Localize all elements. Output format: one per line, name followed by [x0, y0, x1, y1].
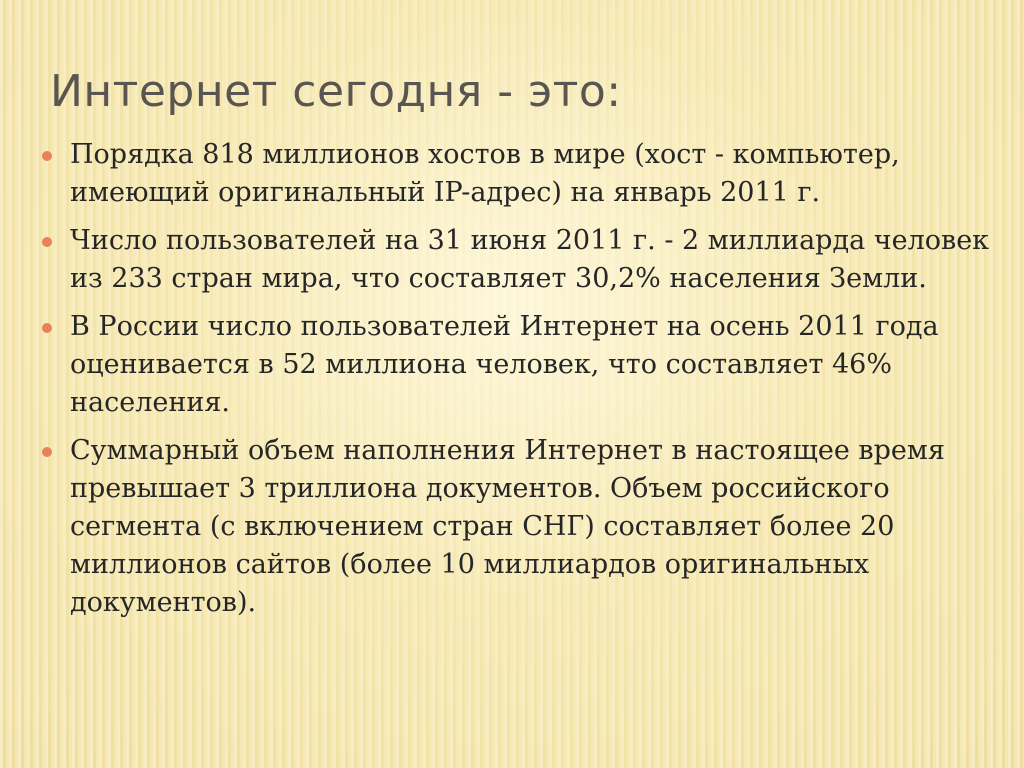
bullet-text: В России число пользователей Интернет на осень 2011 года оценивается в 52 миллиона человек, что составляет 46% населения.	[70, 311, 939, 418]
bullet-item	[40, 222, 990, 298]
bullet-text: Число пользователей на 31 июня 2011 г. - 2 миллиарда человек из 233 стран мира, что составляет 30,2% населения Земли.	[70, 225, 990, 294]
bullet-text: Порядка 818 миллионов хостов в мире (хост - компьютер, имеющий оригинальный IP-адрес) на январь 2011 г.	[70, 139, 900, 208]
bullet-item	[40, 136, 990, 212]
bullet-text: Суммарный объем наполнения Интернет в настоящее время превышает 3 триллиона документов. Объем российского сегмента (с включением стран СНГ) составляет более 20 миллионов сайтов (более 10 миллиардов оригинальных документов).	[70, 435, 945, 618]
bullet-list	[40, 136, 990, 632]
bullet-item	[40, 432, 990, 622]
bullet-dot-icon	[42, 323, 52, 333]
bullet-item	[40, 308, 990, 422]
bullet-dot-icon	[42, 151, 52, 161]
bullet-dot-icon	[42, 237, 52, 247]
slide-title: Интернет сегодня - это:	[50, 66, 622, 117]
bullet-dot-icon	[42, 447, 52, 457]
